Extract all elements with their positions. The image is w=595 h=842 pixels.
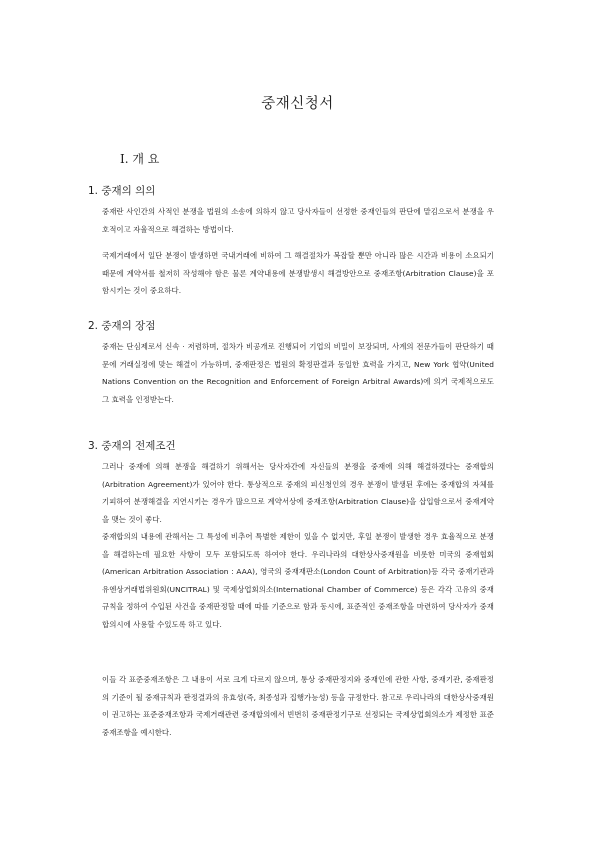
section-2-paragraph-1: 중재는 단심제로서 신속 · 저렴하며, 절차가 비공개로 진행되어 기업의 비밀이 보장되며, 사계의 전문가들이 판단하기 때문에 거래실정에 맞는 해결이 가능하며, 중재판정은 법원의 확정판결과 동일한 효력을 가지고, New York 협약(United Nations Convention on the Recognition and Enforcement of Foreign Arbitral Awards)에 의거 국제적으로도 그 효력을 인정받는다.: [102, 342, 494, 404]
section-heading-1: 1. 중재의 의의: [88, 185, 156, 197]
document-title: 중재신청서: [261, 96, 334, 112]
section-3-paragraph-3: 이들 각 표준중재조항은 그 내용이 서로 크게 다르지 않으며, 통상 중재판정지와 중재인에 관한 사항, 중재기관, 중재판정의 기준이 될 중재규칙과 판정결과의 유효성(즉, 최종성과 집행가능성) 등을 규정한다. 참고로 우리나라의 대한상사중재원이 권고하는 표준중재조항과 국제거래관련 중재합의에서 빈번히 중재판정기구로 선정되는 국제상업회의소가 제정한 표준중재조항을 예시한다.: [102, 675, 494, 737]
chapter-heading: I. 개 요: [120, 152, 160, 166]
section-1-paragraph-1: 중재란 사인간의 사적인 분쟁을 법원의 소송에 의하지 않고 당사자들이 선정한 중재인들의 판단에 맡김으로서 분쟁을 우호적이고 자율적으로 해결하는 방법이다.: [102, 207, 494, 234]
section-1-paragraph-2: 국제거래에서 일단 분쟁이 발생하면 국내거래에 비하여 그 해결절차가 복잡할 뿐만 아니라 많은 시간과 비용이 소요되기 때문에 계약서를 철저히 작성해야 함은 물론 계약내용에 분쟁발생시 해결방안으로 중재조항(Arbitration Clause)을 포함시키는 것이 중요하다.: [102, 251, 494, 295]
section-heading-2: 2. 중재의 장점: [88, 320, 156, 332]
section-3-paragraph-1: 그러나 중재에 의해 분쟁을 해결하기 위해서는 당사자간에 자신들의 분쟁을 중재에 의해 해결하겠다는 중재합의(Arbitration Agreement)가 있어야 한다. 통상적으로 중재의 피신청인의 경우 분쟁이 발생된 후에는 중재합의 자체를 기피하여 분쟁해결을 지연시키는 경우가 많으므로 계약서상에 중재조항(Arbitration Clause)을 삽입함으로서 중재계약을 맺는 것이 좋다.: [102, 462, 494, 524]
section-3-paragraph-2: 중재합의의 내용에 관해서는 그 특성에 비추어 특별한 제한이 있을 수 없지만, 후일 분쟁이 발생한 경우 효율적으로 분쟁을 해결하는데 필요한 사항이 모두 포함되도록 하여야 한다. 우리나라의 대한상사중재원을 비롯한 미국의 중재협회(American Arbitration Association : AAA), 영국의 중재재판소(London Count of Arbitration)등 각국 중재기관과 유엔상거래법위원회(UNCITRAL) 및 국제상업회의소(International Chamber of Commerce) 등은 각각 고유의 중재규칙을 정하여 수입된 사건을 중재판정할 때에 따를 기준으로 함과 동시에, 표준적인 중재조항을 마련하여 당사자가 중재합의시에 사용할 수있도록 하고 있다.: [102, 532, 494, 629]
section-heading-3: 3. 중재의 전제조건: [88, 440, 176, 452]
